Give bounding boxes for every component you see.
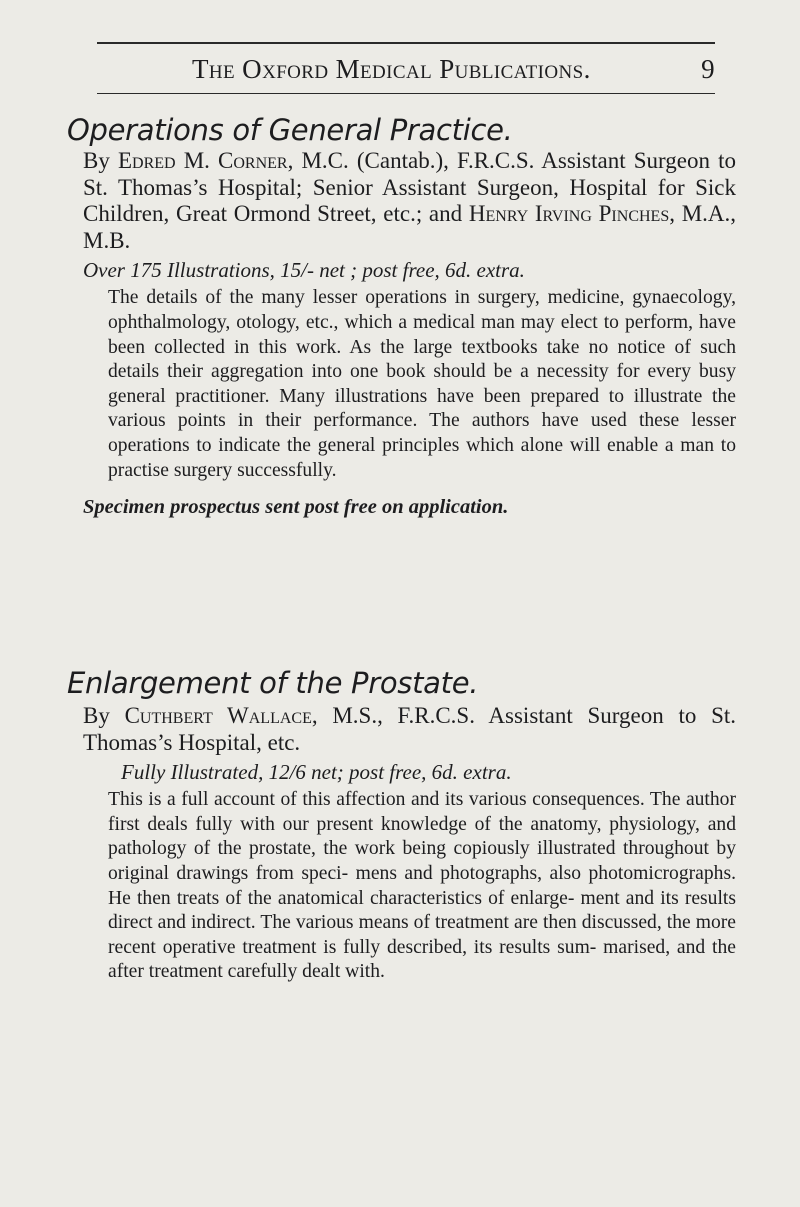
author-1-qualifications: , M.C. (Cantab.), F.R.C.S. Assistant Surgeon to St. Thomas’s Hospital; Senior Assistant Surgeon, Hospital for Sick Children, Great Ormond Street, etc.; and: [83, 148, 736, 227]
author-by: By: [83, 148, 118, 173]
author-1-initial: M.: [175, 148, 219, 173]
entry-heading: Operations of General Practice.: [67, 113, 513, 147]
entry-operations-general-practice: [68, 112, 736, 521]
running-head: [97, 52, 715, 88]
author-2-qualifications: , M.A., M.B.: [83, 201, 737, 253]
author-1-surname: Corner: [218, 148, 288, 173]
entry-enlargement-prostate: [68, 665, 736, 985]
running-head-title: The Oxford Medical Publications.: [192, 54, 591, 84]
entry-description: The details of the many lesser operations in surgery, medicine, gynaecology, ophthalmology, otology, etc., which a medical man may elect to perform, have been collected in this work. As the large textbooks take no notice of such details their aggregation into one book should be a necessity for every busy general practitioner. Many illustrations have been prepared to illustrate the various points in their performance. The authors have used these lesser operations to indicate the general principles which alone will enable a man to practise surgery successfully.: [108, 287, 736, 481]
author-2-name: Henry Irving Pinches: [468, 201, 670, 227]
entry-price: Fully Illustrated, 12/6 net; post free, 6d. extra.: [121, 760, 512, 785]
page-number: 9: [701, 54, 715, 84]
header-bottom-rule: [97, 93, 715, 94]
entry-note: Specimen prospectus sent post free on application.: [83, 496, 509, 519]
author-1-name: Cuthbert Wallace: [124, 703, 312, 728]
entry-author: [83, 148, 736, 254]
author-1-qualifications: , M.S., F.R.C.S. Assistant Surgeon to St. Thomas’s Hospital, etc.: [83, 703, 736, 755]
entry-author: [83, 703, 736, 756]
author-1-forename: Edred: [117, 148, 176, 173]
header-top-rule: [97, 42, 715, 44]
entry-price: Over 175 Illustrations, 15/- net ; post free, 6d. extra.: [83, 258, 525, 283]
author-by: By: [83, 703, 125, 728]
entry-heading: Enlargement of the Prostate.: [67, 666, 479, 700]
entry-description: This is a full account of this affection and its various consequences. The author first deals fully with our present knowledge of the anatomy, physiology, and pathology of the prostate, the work being copiously illustrated throughout by original drawings from speci- mens and photographs, also photomicrographs. He then treats of the anatomical characteristics of enlarge- ment and its results direct and indirect. The various means of treatment are then discussed, the more recent operative treatment is fully described, its results sum- marised, and the after treatment carefully dealt with.: [108, 789, 736, 983]
